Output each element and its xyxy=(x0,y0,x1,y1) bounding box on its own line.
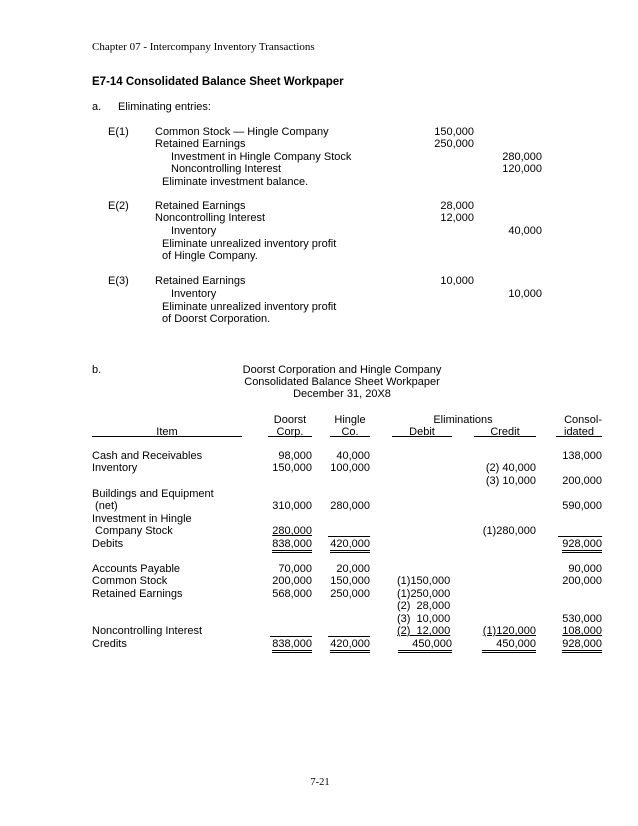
col-header-doorst: Corp. xyxy=(276,426,304,438)
cell-consol: 590,000 xyxy=(562,500,602,512)
cell-doorst: 200,000 xyxy=(272,575,312,587)
entry-e2-account: Noncontrolling Interest xyxy=(155,212,266,224)
cell-debit: (1)150,000 xyxy=(397,575,451,587)
total-consol: 928,000 xyxy=(562,538,602,553)
total-hingle: 420,000 xyxy=(330,538,370,553)
cell-hingle: 20,000 xyxy=(336,563,370,575)
col-header-debit: Debit xyxy=(409,426,435,438)
cell-consol: 200,000 xyxy=(562,475,602,487)
total-consol: 928,000 xyxy=(562,638,602,653)
entry-e1-debit: 250,000 xyxy=(434,138,474,150)
row-label: Inventory xyxy=(92,462,138,474)
entry-e3-explanation: of Doorst Corporation. xyxy=(162,313,271,325)
cell-hingle: 250,000 xyxy=(330,588,370,600)
entry-id-e1: E(1) xyxy=(108,126,129,138)
entry-e3-account: Retained Earnings xyxy=(155,275,246,287)
entry-e1-account: Common Stock — Hingle Company xyxy=(155,126,329,138)
entry-e2-explanation: of Hingle Company. xyxy=(162,250,258,262)
entry-e1-account: Noncontrolling Interest xyxy=(171,163,282,175)
cell-debit: (2) 12,000 xyxy=(397,625,451,637)
total-credit: 450,000 xyxy=(482,638,536,653)
entry-id-e2: E(2) xyxy=(108,200,129,212)
cell-hingle: 150,000 xyxy=(330,575,370,587)
row-label: Common Stock xyxy=(92,575,168,587)
cell-doorst: 150,000 xyxy=(272,462,312,474)
workpaper-title: Consolidated Balance Sheet Workpaper xyxy=(244,376,440,388)
entry-e1-explanation: Eliminate investment balance. xyxy=(162,176,309,188)
entry-e2-debit: 28,000 xyxy=(440,200,474,212)
entry-e1-debit: 150,000 xyxy=(434,126,474,138)
chapter-header: Chapter 07 - Intercompany Inventory Transactions xyxy=(92,41,315,53)
entry-e1-credit: 280,000 xyxy=(502,151,542,163)
exercise-title: E7-14 Consolidated Balance Sheet Workpaper xyxy=(92,76,344,88)
entry-e3-account: Inventory xyxy=(171,288,217,300)
entry-e1-credit: 120,000 xyxy=(502,163,542,175)
cell-debit: (1)250,000 xyxy=(397,588,451,600)
entry-id-e3: E(3) xyxy=(108,275,129,287)
page-number: 7-21 xyxy=(310,777,330,788)
cell-doorst: 568,000 xyxy=(272,588,312,600)
cell-debit: (3) 10,000 xyxy=(397,613,451,625)
row-label: Investment in Hingle xyxy=(92,513,192,525)
total-debit: 450,000 xyxy=(398,638,452,653)
col-header-item: Item xyxy=(156,426,178,438)
part-b-label: b. xyxy=(92,364,102,376)
entry-e2-explanation: Eliminate unrealized inventory profit xyxy=(162,238,337,250)
col-header-eliminations: Eliminations xyxy=(433,414,493,426)
part-a-label: a. xyxy=(92,101,102,113)
total-doorst: 838,000 xyxy=(272,538,312,553)
entry-e2-debit: 12,000 xyxy=(440,212,474,224)
part-a-intro: Eliminating entries: xyxy=(118,101,211,113)
total-hingle: 420,000 xyxy=(330,638,370,653)
entry-e3-debit: 10,000 xyxy=(440,275,474,287)
cell-doorst: 280,000 xyxy=(272,525,312,537)
entry-e2-account: Inventory xyxy=(171,225,217,237)
cell-doorst: 98,000 xyxy=(278,450,312,462)
entry-e1-account: Investment in Hingle Company Stock xyxy=(171,151,352,163)
row-label: Cash and Receivables xyxy=(92,450,203,462)
col-header-consol: idated xyxy=(564,426,594,438)
row-label: Company Stock xyxy=(92,525,173,537)
workpaper-title: Doorst Corporation and Hingle Company xyxy=(242,364,442,376)
cell-hingle: 100,000 xyxy=(330,462,370,474)
cell-hingle: 40,000 xyxy=(336,450,370,462)
col-header-consol: Consol- xyxy=(564,414,602,426)
row-label-total: Debits xyxy=(92,538,124,550)
entry-e3-credit: 10,000 xyxy=(508,288,542,300)
row-label: Buildings and Equipment xyxy=(92,488,214,500)
cell-credit: (3) 10,000 xyxy=(485,475,536,487)
cell-credit: (1)280,000 xyxy=(482,525,536,537)
col-header-hingle: Co. xyxy=(341,426,359,438)
cell-doorst: 310,000 xyxy=(272,500,312,512)
cell-hingle: 280,000 xyxy=(330,500,370,512)
cell-consol: 108,000 xyxy=(562,625,602,637)
col-header-doorst: Doorst xyxy=(273,414,307,426)
total-doorst: 838,000 xyxy=(272,638,312,653)
entry-e2-account: Retained Earnings xyxy=(155,200,246,212)
cell-credit: (1)120,000 xyxy=(482,625,536,637)
entry-e3-explanation: Eliminate unrealized inventory profit xyxy=(162,301,337,313)
entry-e1-account: Retained Earnings xyxy=(155,138,246,150)
row-label: Noncontrolling Interest xyxy=(92,625,203,637)
cell-consol: 90,000 xyxy=(568,563,602,575)
row-label: (net) xyxy=(92,500,118,512)
row-label: Retained Earnings xyxy=(92,588,183,600)
cell-consol: 200,000 xyxy=(562,575,602,587)
col-header-credit: Credit xyxy=(490,426,520,438)
workpaper-date: December 31, 20X8 xyxy=(293,388,391,400)
cell-consol: 138,000 xyxy=(562,450,602,462)
row-label: Accounts Payable xyxy=(92,563,181,575)
cell-debit: (2) 28,000 xyxy=(397,600,451,612)
cell-consol: 530,000 xyxy=(562,613,602,625)
row-label-total: Credits xyxy=(92,638,127,650)
entry-e2-credit: 40,000 xyxy=(508,225,542,237)
cell-credit: (2) 40,000 xyxy=(485,462,536,474)
col-header-hingle: Hingle xyxy=(334,414,366,426)
cell-doorst: 70,000 xyxy=(278,563,312,575)
